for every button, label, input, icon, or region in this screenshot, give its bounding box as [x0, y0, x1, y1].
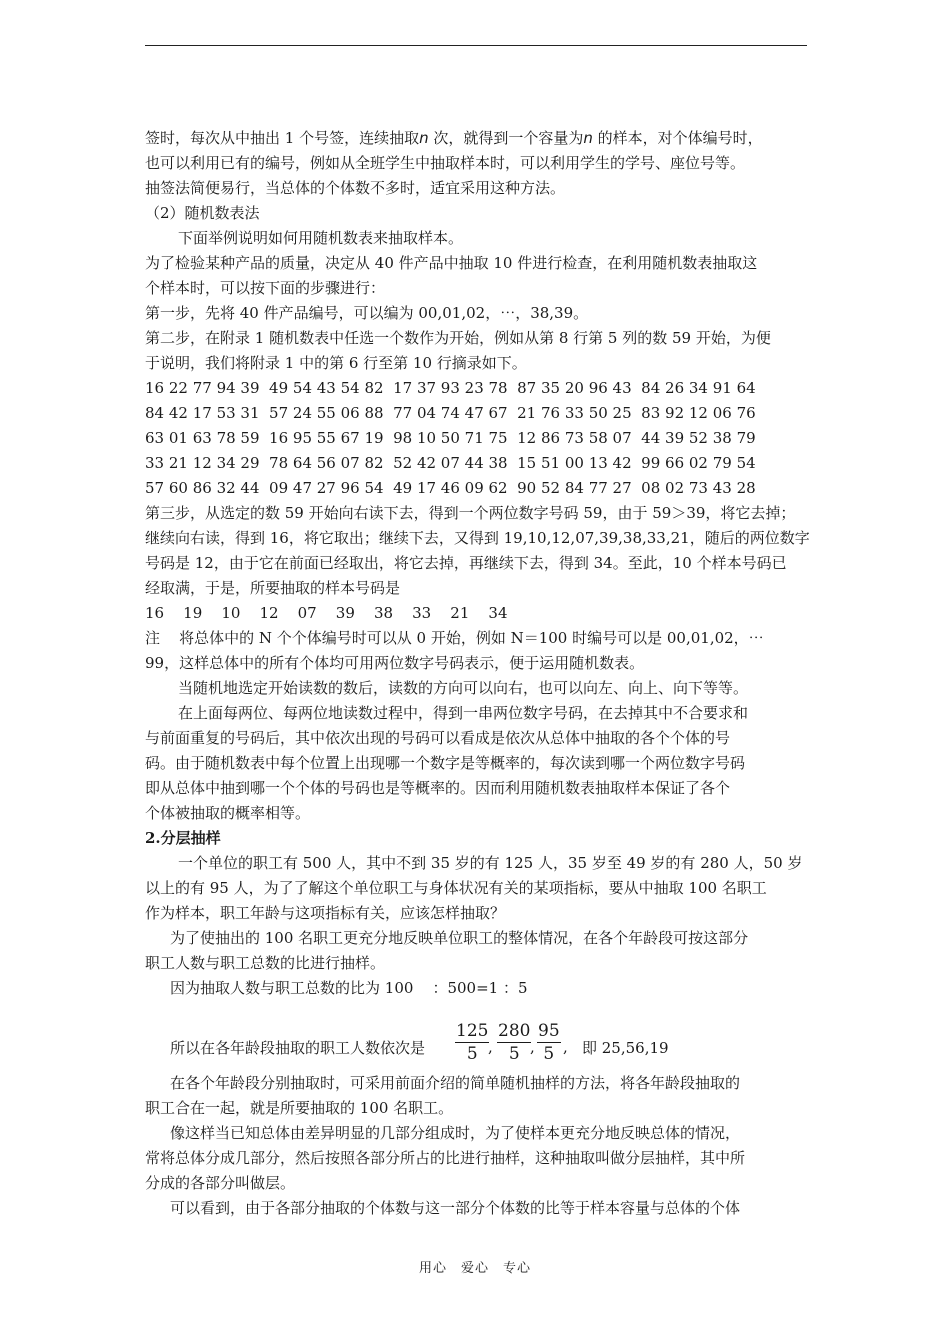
strat-line12: 分成的各部分叫做层。	[145, 1174, 296, 1192]
comma-separator: ,	[530, 1038, 535, 1056]
fraction-denominator: 5	[543, 1044, 555, 1064]
fraction-line-label: 所以在各年龄段抽取的职工人数依次是	[170, 1039, 426, 1057]
step3-line4: 经取满，于是，所要抽取的样本号码是	[145, 579, 401, 597]
random-table-row: 33 21 12 34 29 78 64 56 07 82 52 42 07 44 38 15 51 00 13 42 99 66 02 79 54	[145, 454, 756, 472]
random-table-row: 16 22 77 94 39 49 54 43 54 82 17 37 93 23 78 87 35 20 96 43 84 26 34 91 64	[145, 379, 756, 397]
ratio-line: 因为抽取人数与职工总数的比为 100 ：500=1 ：5	[170, 979, 528, 997]
equal-prob-line1: 在上面每两位、每两位地读数过程中，得到一串两位数字号码，在去掉其中不合要求和	[178, 704, 749, 722]
step2-line1: 第二步，在附录 1 随机数表中任选一个数作为开始，例如从第 8 行第 5 列的数 59 开始，为便	[145, 329, 771, 347]
step2-line2: 于说明，我们将附录 1 中的第 6 行至第 10 行摘录如下。	[145, 354, 527, 372]
equal-prob-line5: 个体被抽取的概率相等。	[145, 804, 311, 822]
random-table-row: 84 42 17 53 31 57 24 55 06 88 77 04 74 47 67 21 76 33 50 25 83 92 12 06 76	[145, 404, 756, 422]
strat-line13: 可以看到，由于各部分抽取的个体数与这一部分个体数的比等于样本容量与总体的个体	[170, 1199, 741, 1217]
fraction-denominator: 5	[508, 1044, 520, 1064]
note-line2: 99，这样总体中的所有个体均可用两位数字号码表示，便于运用随机数表。	[145, 654, 645, 672]
p1-line1	[145, 128, 763, 148]
s2-intro: 下面举例说明如何用随机数表来抽取样本。	[178, 229, 464, 247]
p1-line2: 也可以利用已有的编号，例如从全班学生中抽取样本时，可以利用学生的学号、座位号等。	[145, 154, 746, 172]
fraction-numerator: 125	[456, 1021, 489, 1041]
header-rule	[145, 45, 807, 46]
strat-line2: 以上的有 95 人，为了了解这个单位职工与身体状况有关的某项指标，要从中抽取 100 名职工	[145, 879, 767, 897]
var-n: n	[419, 129, 429, 147]
strat-line8: 在各个年龄段分别抽取时，可采用前面介绍的简单随机抽样的方法，将各年龄段抽取的	[170, 1074, 741, 1092]
equal-prob-line4: 即从总体中抽到哪一个个体的号码也是等概率的。因而利用随机数表抽取样本保证了各个	[145, 779, 731, 797]
var-n: n	[583, 129, 593, 147]
fraction-125-5	[455, 1020, 489, 1065]
section-title-random-table: （2）随机数表法	[145, 204, 260, 222]
strat-line3: 作为样本，职工年龄与这项指标有关，应该怎样抽取？	[145, 904, 506, 922]
strat-line11: 常将总体分成几部分，然后按照各部分所占的比进行抽样，这种抽取叫做分层抽样，其中所	[145, 1149, 746, 1167]
step3-line3: 号码是 12，由于它在前面已经取出，将它去掉，再继续下去，得到 34。至此，10 个样本号码已	[145, 554, 787, 572]
random-table-row: 63 01 63 78 59 16 95 55 67 19 98 10 50 71 75 12 86 73 58 07 44 39 52 38 79	[145, 429, 756, 447]
strat-line5: 职工人数与职工总数的比进行抽样。	[145, 954, 386, 972]
note-line1: 注 将总体中的 N 个个体编号时可以从 0 开始，例如 N＝100 时编号可以是 00,01,02，⋯	[145, 629, 764, 647]
equal-prob-line2: 与前面重复的号码后，其中依次出现的号码可以看成是依次从总体中抽取的各个个体的号	[145, 729, 731, 747]
strat-line4: 为了使抽出的 100 名职工更充分地反映单位职工的整体情况，在各个年龄段可按这部分	[170, 929, 749, 947]
random-table-row: 57 60 86 32 44 09 47 27 96 54 49 17 46 09 62 90 52 84 77 27 08 02 73 43 28	[145, 479, 756, 497]
fraction-denominator: 5	[466, 1044, 478, 1064]
s2-line2: 个样本时，可以按下面的步骤进行：	[145, 279, 386, 297]
text-span: 的样本，对个体编号时，	[592, 129, 763, 147]
step1: 第一步，先将 40 件产品编号，可以编为 00,01,02，⋯，38,39。	[145, 304, 589, 322]
text-span: 签时，每次从中抽出 1 个号签，连续抽取	[145, 129, 420, 147]
equal-prob-line3: 码。由于随机数表中每个位置上出现哪一个数字是等概率的，每次读到哪一个两位数字号码	[145, 754, 746, 772]
s2-line1: 为了检验某种产品的质量，决定从 40 件产品中抽取 10 件进行检查，在利用随机数表抽取这	[145, 254, 758, 272]
p1-line3: 抽签法简便易行，当总体的个体数不多时，适宜采用这种方法。	[145, 179, 566, 197]
step3-line2: 继续向右读，得到 16，将它取出；继续下去，又得到 19,10,12,07,39,38,33,21，随后的两位数字	[145, 529, 810, 547]
section-heading-stratified: 2.分层抽样	[145, 829, 221, 847]
fraction-95-5	[537, 1020, 561, 1065]
fraction-280-5	[497, 1020, 531, 1065]
fraction-numerator: 280	[498, 1021, 531, 1041]
comma-separator: ,	[563, 1038, 568, 1056]
strat-line9: 职工合在一起，就是所要抽取的 100 名职工。	[145, 1099, 454, 1117]
page-footer: 用心 爱心 专心	[418, 1261, 531, 1276]
fraction-result: 即 25,56,19	[582, 1039, 669, 1057]
direction-paragraph: 当随机地选定开始读数的数后，读数的方向可以向右，也可以向左、向上、向下等等。	[178, 679, 749, 697]
text-span: 次，就得到一个容量为	[428, 129, 584, 147]
step3-line1: 第三步，从选定的数 59 开始向右读下去，得到一个两位数字号码 59，由于 59＞39，将它去掉；	[145, 504, 796, 522]
strat-line10: 像这样当已知总体由差异明显的几部分组成时，为了使样本更充分地反映总体的情况，	[170, 1124, 741, 1142]
fraction-numerator: 95	[538, 1021, 560, 1041]
sample-numbers: 16 19 10 12 07 39 38 33 21 34	[145, 604, 508, 622]
strat-line1: 一个单位的职工有 500 人，其中不到 35 岁的有 125 人，35 岁至 49 岁的有 280 人，50 岁	[178, 854, 803, 872]
comma-separator: ,	[488, 1038, 493, 1056]
